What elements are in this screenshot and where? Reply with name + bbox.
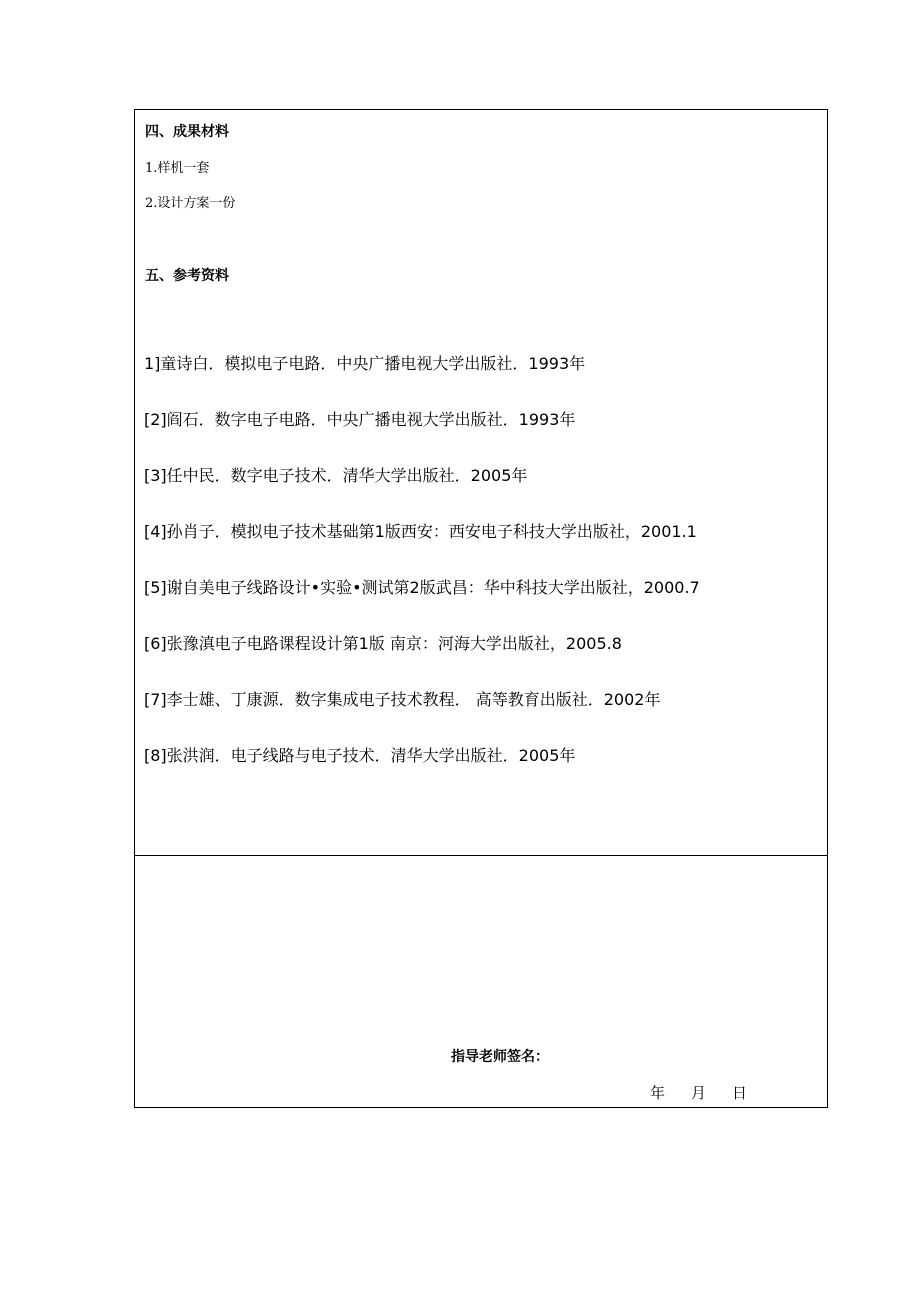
date-year-label: 年 [650, 1084, 666, 1102]
reference-item: [7]李士雄、丁康源．数字集成电子技术教程． 高等教育出版社．2002年 [144, 690, 661, 709]
advisor-signature-label: 指导老师签名： [451, 1049, 549, 1065]
reference-item: [5]谢自美电子线路设计•实验•测试第2版武昌：华中科技大学出版社，2000.7 [144, 578, 700, 597]
results-item: 2.设计方案一份 [145, 196, 236, 211]
signature-cell [135, 856, 827, 1108]
reference-item: [3]任中民．数字电子技术．清华大学出版社．2005年 [144, 466, 528, 485]
reference-item: [6]张豫滇电子电路课程设计第1版 南京：河海大学出版社，2005.8 [144, 634, 622, 653]
document-table [134, 109, 828, 1108]
section-heading-references: 五、参考资料 [145, 268, 229, 284]
section-heading-results: 四、成果材料 [145, 124, 229, 140]
results-and-references-cell [135, 110, 827, 856]
date-month-label: 月 [691, 1084, 707, 1102]
reference-item: [8]张洪润．电子线路与电子技术．清华大学出版社．2005年 [144, 746, 576, 765]
reference-item: [2]阎石．数字电子电路．中央广播电视大学出版社．1993年 [144, 410, 576, 429]
reference-item: 1]童诗白．模拟电子电路．中央广播电视大学出版社．1993年 [144, 354, 586, 373]
results-item: 1.样机一套 [145, 161, 210, 176]
date-day-label: 日 [732, 1084, 748, 1102]
reference-item: [4]孙肖子．模拟电子技术基础第1版西安：西安电子科技大学出版社，2001.1 [144, 522, 697, 541]
